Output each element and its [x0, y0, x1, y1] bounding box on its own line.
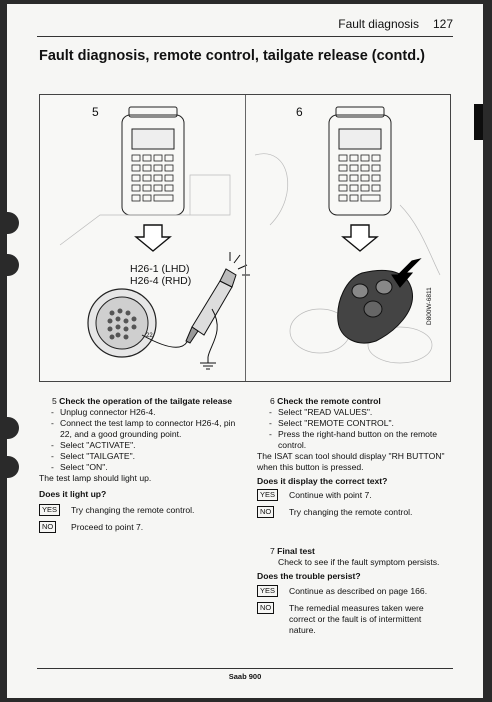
manual-page — [7, 4, 483, 698]
yes-box: YES — [257, 585, 278, 597]
no-box: NO — [257, 602, 274, 614]
step-6-heading: 6 Check the remote control — [270, 396, 381, 406]
page-number: 127 — [432, 17, 453, 31]
step-5-note: The test lamp should light up. — [39, 473, 152, 483]
list-item: - Select "ACTIVATE". — [39, 440, 247, 451]
footer-rule — [37, 668, 453, 669]
step-5-heading: 5 Check the operation of the tailgate release — [52, 396, 233, 406]
connector-h26 — [88, 289, 156, 357]
header-section: Fault diagnosis — [338, 17, 419, 31]
step-6-note: The ISAT scan tool should display "RH BUTTON" when this button is pressed. — [257, 451, 445, 472]
illustration — [39, 94, 451, 382]
scan-tool-left — [122, 107, 184, 215]
list-item: - Unplug connector H26-4. — [39, 407, 247, 418]
yes-box: YES — [257, 489, 278, 501]
list-item: - Select "READ VALUES". — [257, 407, 449, 418]
step-7-text: Check to see if the fault symptom persists. — [278, 557, 440, 567]
down-arrow-left — [136, 225, 170, 251]
step-7-heading: 7 Final test — [270, 546, 315, 556]
no-box: NO — [39, 521, 56, 533]
binder-hole — [7, 254, 19, 276]
yes-answer-row: YES Continue with point 7. — [257, 490, 449, 503]
list-item: - Press the right-hand button on the remote control. — [257, 429, 449, 451]
list-item: - Select "ON". — [39, 462, 247, 473]
step-6-question: Does it display the correct text? — [257, 476, 388, 486]
down-arrow-right — [343, 225, 377, 251]
header-rule — [37, 36, 453, 37]
yes-answer-row: YES Continue as described on page 166. — [257, 586, 449, 599]
yes-answer-row: YES Try changing the remote control. — [39, 505, 247, 518]
no-answer-row: NO The remedial measures taken were correct or the fault is of intermittent nature. — [257, 603, 449, 636]
binder-hole — [7, 456, 19, 478]
yes-box: YES — [39, 504, 60, 516]
page-title: Fault diagnosis, remote control, tailgate release (contd.) — [39, 48, 425, 64]
binder-hole — [7, 417, 19, 439]
right-column — [257, 396, 449, 636]
binder-hole — [7, 212, 19, 234]
no-answer-row: NO Try changing the remote control. — [257, 507, 449, 520]
no-answer-row: NO Proceed to point 7. — [39, 522, 247, 535]
scan-tool-right — [329, 107, 391, 215]
panel-number-6: 6 — [296, 105, 303, 119]
figure-code: D800W-6811 — [426, 287, 433, 325]
panel-divider — [245, 95, 246, 381]
connector-label-rhd: H26-4 (RHD) — [130, 275, 192, 287]
footer-text: Saab 900 — [228, 672, 262, 681]
pin-label: 22 — [146, 333, 153, 339]
step-7-question: Does the trouble persist? — [257, 571, 361, 581]
connector-callout — [130, 263, 191, 287]
section-edge-tab — [474, 104, 483, 140]
no-box: NO — [257, 506, 274, 518]
list-item: - Connect the test lamp to connector H26-4, pin 22, and a good grounding point. — [39, 418, 247, 440]
connector-label-lhd: H26-1 (LHD) — [130, 263, 190, 275]
list-item: - Select "TAILGATE". — [39, 451, 247, 462]
list-item: - Select "REMOTE CONTROL". — [257, 418, 449, 429]
ground-symbol — [200, 357, 216, 369]
panel-number-5: 5 — [92, 105, 99, 119]
step-5-question: Does it light up? — [39, 489, 107, 499]
running-header — [338, 17, 453, 31]
left-column — [39, 396, 247, 535]
